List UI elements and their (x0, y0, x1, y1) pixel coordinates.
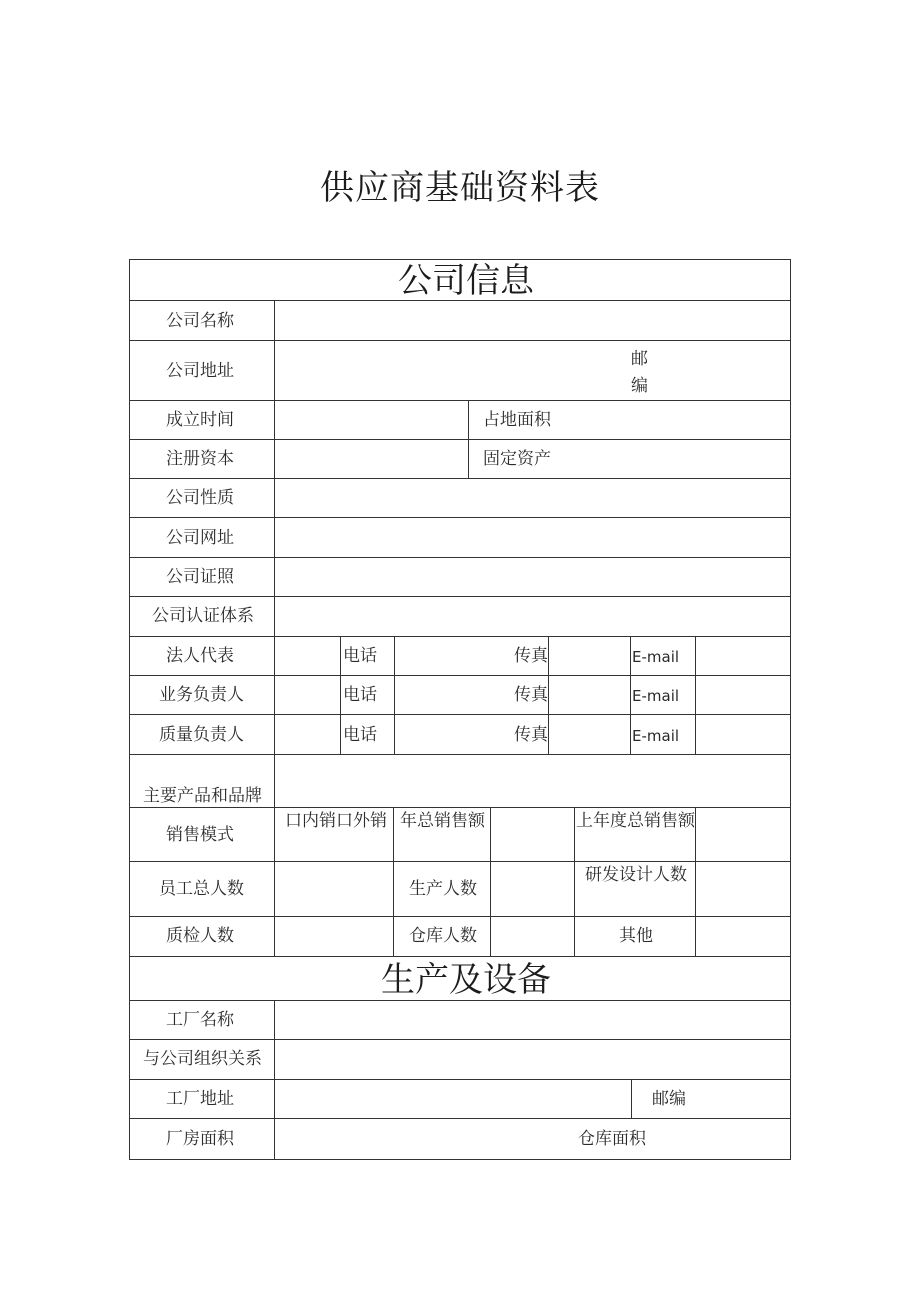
label-website: 公司网址 (166, 528, 234, 548)
row-divider (129, 1118, 791, 1119)
row-divider (129, 1079, 791, 1080)
column-divider (274, 1000, 275, 1160)
row-divider (129, 861, 791, 862)
label-company-name: 公司名称 (166, 311, 234, 331)
label-rd-staff: 研发设计人数 (585, 865, 687, 885)
column-divider (393, 807, 394, 956)
label-contact-role: 法人代表 (166, 646, 234, 666)
label-relation: 与公司组织关系 (143, 1049, 262, 1069)
column-divider (695, 807, 696, 956)
label-certification: 公司认证体系 (152, 606, 254, 626)
column-divider (548, 636, 549, 754)
column-divider (631, 1079, 632, 1118)
row-divider (129, 517, 791, 518)
section-heading-production: 生产及设备 (381, 960, 551, 1000)
label-postcode-2: 编 (631, 376, 648, 396)
label-registered-capital: 注册资本 (166, 449, 234, 469)
label-last-year-sales: 上年度总销售额 (576, 811, 695, 831)
row-divider (129, 1039, 791, 1040)
label-company-address: 公司地址 (166, 361, 234, 381)
label-sales-mode: 销售模式 (166, 825, 234, 845)
label-postcode-1: 邮 (631, 349, 648, 369)
label-contact-phone: 电话 (343, 725, 377, 745)
label-sales-mode-options: 口内销口外销 (285, 811, 387, 831)
label-license: 公司证照 (166, 567, 234, 587)
label-company-nature: 公司性质 (166, 488, 234, 508)
section-heading-company: 公司信息 (398, 261, 534, 301)
label-factory-postcode: 邮编 (652, 1089, 686, 1109)
row-divider (129, 1000, 791, 1001)
column-divider (340, 636, 341, 754)
document-title: 供应商基础资料表 (320, 168, 600, 208)
label-contact-email: E-mail (632, 727, 680, 745)
row-divider (129, 754, 791, 755)
label-factory-address: 工厂地址 (166, 1089, 234, 1109)
label-warehouse-staff: 仓库人数 (409, 926, 477, 946)
label-production-staff: 生产人数 (409, 879, 477, 899)
column-divider (274, 300, 275, 956)
row-divider (129, 340, 791, 341)
row-divider (129, 636, 791, 637)
label-qc-staff: 质检人数 (166, 926, 234, 946)
label-contact-email: E-mail (632, 687, 680, 705)
label-annual-sales: 年总销售额 (400, 811, 485, 831)
column-divider (394, 636, 395, 754)
label-other: 其他 (619, 926, 653, 946)
label-land-area: 占地面积 (483, 410, 551, 430)
label-plant-area: 厂房面积 (166, 1129, 234, 1149)
label-contact-fax: 传真 (514, 685, 548, 705)
label-main-products: 主要产品和品牌 (143, 786, 262, 806)
label-contact-role: 质量负责人 (159, 725, 244, 745)
row-divider (129, 714, 791, 715)
row-divider (129, 675, 791, 676)
column-divider (468, 400, 469, 478)
column-divider (490, 807, 491, 956)
label-contact-fax: 传真 (514, 725, 548, 745)
label-founded: 成立时间 (166, 410, 234, 430)
label-contact-phone: 电话 (343, 646, 377, 666)
column-divider (630, 636, 631, 754)
row-divider (129, 956, 791, 957)
label-warehouse-area: 仓库面积 (578, 1129, 646, 1149)
row-divider (129, 439, 791, 440)
label-factory-name: 工厂名称 (166, 1010, 234, 1030)
row-divider (129, 557, 791, 558)
label-contact-phone: 电话 (343, 685, 377, 705)
label-contact-email: E-mail (632, 648, 680, 666)
row-divider (129, 596, 791, 597)
row-divider (129, 807, 791, 808)
column-divider (574, 807, 575, 956)
row-divider (129, 916, 791, 917)
column-divider (695, 636, 696, 754)
row-divider (129, 478, 791, 479)
label-contact-fax: 传真 (514, 646, 548, 666)
label-fixed-assets: 固定资产 (483, 449, 551, 469)
label-total-staff: 员工总人数 (159, 879, 244, 899)
label-contact-role: 业务负责人 (159, 685, 244, 705)
row-divider (129, 400, 791, 401)
